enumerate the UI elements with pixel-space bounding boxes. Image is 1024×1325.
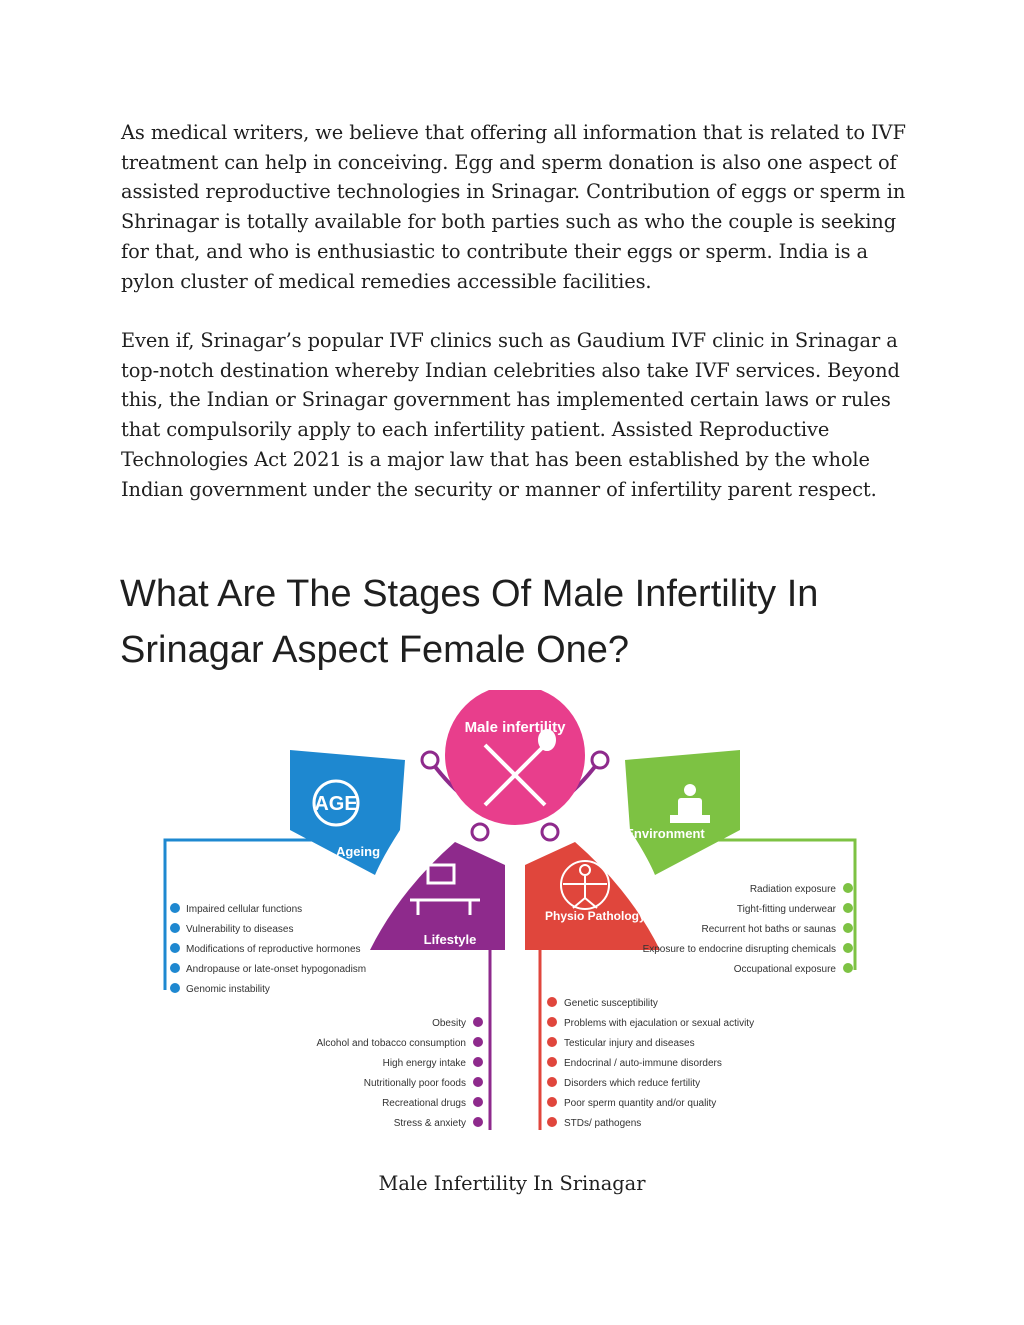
list-bullet (170, 963, 180, 973)
lifestyle-label: Lifestyle (423, 932, 477, 947)
list-item: Recurrent hot baths or saunas (701, 924, 836, 935)
section-heading: What Are The Stages Of Male Infertility In Srinagar Aspect Female One? (120, 573, 819, 671)
list-item: Problems with ejaculation or sexual activity (564, 1018, 755, 1029)
physio-list (547, 997, 754, 1129)
list-bullet (473, 1017, 483, 1027)
center-label: Male infertility (464, 719, 566, 736)
list-item: Poor sperm quantity and/or quality (564, 1098, 717, 1109)
list-item: Alcohol and tobacco consumption (316, 1038, 466, 1049)
physio-label: Physio Pathology (545, 909, 646, 923)
body-paragraph: As medical writers, we believe that offering all information that is related to IVF treatment can help in conceiving. Egg and sperm donation is also one aspect of assisted reproductive technologies in Srinagar. Contribution of eggs or sperm in Shrinagar is totally available for both parties such as who the couple is seeking for that, and who is enthusiastic to contribute their eggs or sperm. India is a pylon cluster of medical remedies accessible facilities. (121, 121, 906, 293)
list-item: Stress & anxiety (393, 1118, 466, 1129)
list-bullet (473, 1037, 483, 1047)
list-bullet (843, 963, 853, 973)
figure-caption: Male Infertility In Srinagar (378, 1172, 646, 1195)
list-bullet (843, 903, 853, 913)
ageing-list (170, 903, 366, 995)
list-item: Obesity (432, 1018, 466, 1029)
list-item: Endocrinal / auto-immune disorders (564, 1058, 722, 1069)
physio-segment (525, 842, 660, 950)
list-bullet (170, 983, 180, 993)
list-item: Recreational drugs (382, 1098, 466, 1109)
list-bullet (547, 1097, 557, 1107)
list-item: Impaired cellular functions (186, 904, 303, 915)
list-bullet (547, 1117, 557, 1127)
list-bullet (473, 1117, 483, 1127)
list-bullet (547, 1017, 557, 1027)
list-bullet (547, 1077, 557, 1087)
list-item: Modifications of reproductive hormones (186, 944, 361, 955)
list-bullet (547, 1057, 557, 1067)
list-bullet (547, 1037, 557, 1047)
list-bullet (843, 883, 853, 893)
list-bullet (170, 943, 180, 953)
list-item: Exposure to endocrine disrupting chemicals (642, 944, 836, 955)
list-item: STDs/ pathogens (564, 1118, 642, 1129)
lifestyle-list (316, 1017, 483, 1129)
center-circle (445, 690, 585, 825)
ageing-label: Ageing (335, 844, 381, 859)
list-item: Vulnerability to diseases (186, 924, 294, 935)
ageing-badge: AGE (314, 793, 358, 815)
list-item: Andropause or late-onset hypogonadism (186, 964, 367, 975)
list-item: Genetic susceptibility (564, 998, 658, 1009)
list-item: Radiation exposure (749, 884, 836, 895)
list-item: Disorders which reduce fertility (564, 1078, 701, 1089)
list-bullet (473, 1077, 483, 1087)
list-bullet (473, 1057, 483, 1067)
list-bullet (170, 903, 180, 913)
list-bullet (473, 1097, 483, 1107)
list-item: Occupational exposure (733, 964, 836, 975)
body-paragraph: Even if, Srinagar’s popular IVF clinics such as Gaudium IVF clinic in Srinagar a top-notch destination whereby Indian celebrities also take IVF services. Beyond this, the Indian or Srinagar government has implemented certain laws or rules that compulsorily apply to each infertility patient. Assisted Reproductive Technologies Act 2021 is a major law that has been established by the whole Indian government under the security or manner of infertility parent respect. (121, 329, 900, 501)
list-bullet (170, 923, 180, 933)
list-item: Genomic instability (186, 984, 270, 995)
environment-list (643, 883, 853, 975)
list-bullet (843, 923, 853, 933)
list-item: Tight-fitting underwear (736, 904, 836, 915)
male-infertility-infographic (160, 690, 870, 1140)
list-bullet (843, 943, 853, 953)
environment-label: Environment (625, 826, 705, 841)
list-item: Nutritionally poor foods (363, 1078, 466, 1089)
list-bullet (547, 997, 557, 1007)
list-item: Testicular injury and diseases (564, 1038, 695, 1049)
list-item: High energy intake (382, 1058, 466, 1069)
